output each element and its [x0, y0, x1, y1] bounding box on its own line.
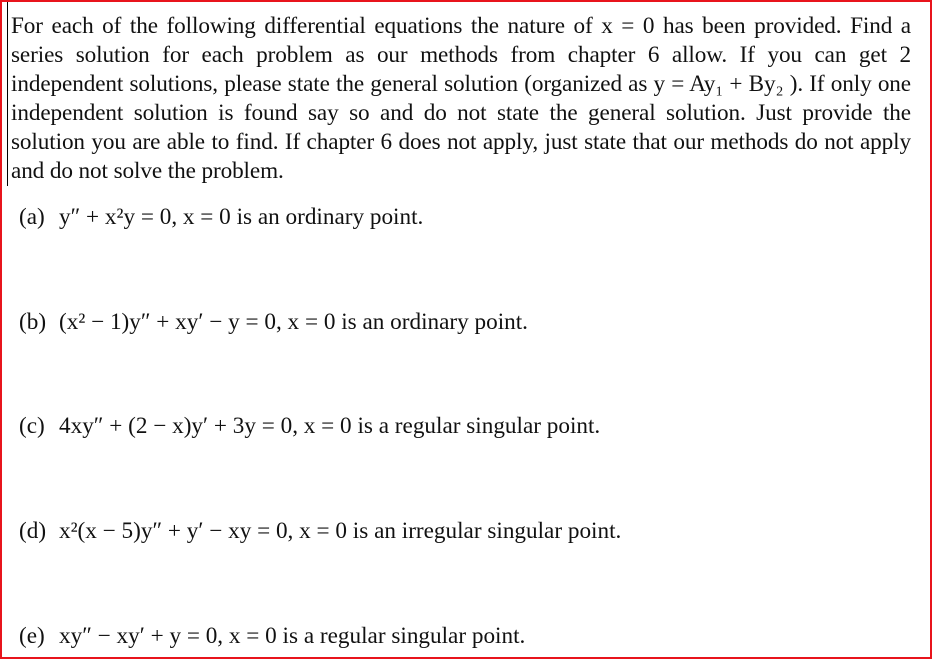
instructions-paragraph: For each of the following differential equations the nature of x = 0 has been provided. Find a series solution for each problem as our methods from chapter 6 allow. If you can get 2 independent solutions, please state the general solution (organized as y = Ay₁ + By₂ ). If only one independent solution is found say so and do not state the general solution. Just provide the solution you are able to find. If chapter 6 does not apply, just state that our methods do not apply and do not solve the problem.	[11, 13, 911, 184]
problem-tag: (e)	[19, 623, 45, 649]
problem-a	[19, 203, 423, 232]
problem-tag: (d)	[19, 518, 47, 544]
problem-b	[19, 308, 528, 337]
problem-d	[19, 517, 621, 546]
problem-tag: (b)	[19, 309, 47, 335]
left-rule	[7, 2, 8, 186]
problem-tag: (c)	[19, 413, 45, 439]
problem-equation: 4xy″ + (2 − x)y′ + 3y = 0, x = 0 is a regular singular point.	[59, 413, 601, 439]
problem-equation: xy″ − xy′ + y = 0, x = 0 is a regular singular point.	[59, 623, 526, 649]
problem-e	[19, 622, 525, 651]
problem-equation: (x² − 1)y″ + xy′ − y = 0, x = 0 is an ordinary point.	[59, 309, 528, 335]
problem-equation: y″ + x²y = 0, x = 0 is an ordinary point.	[59, 204, 424, 230]
problem-tag: (a)	[19, 204, 45, 230]
problem-equation: x²(x − 5)y″ + y′ − xy = 0, x = 0 is an irregular singular point.	[59, 518, 622, 544]
problem-c	[19, 412, 600, 441]
document-body	[11, 12, 911, 649]
